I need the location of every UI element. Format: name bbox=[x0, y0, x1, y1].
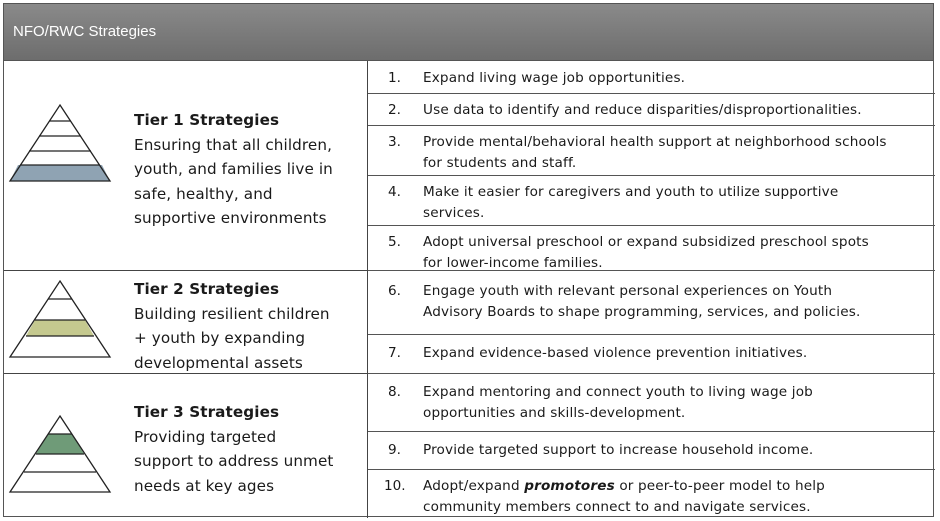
tier-2-line: developmental assets bbox=[134, 353, 303, 372]
item-line: Use data to identify and reduce disparities/disproportionalities. bbox=[423, 102, 862, 118]
item-emphasis: promotores bbox=[524, 478, 615, 494]
tier-3-line: support to address unmet bbox=[134, 452, 334, 470]
item-number: 5. bbox=[388, 234, 401, 250]
item-line: Expand living wage job opportunities. bbox=[423, 70, 686, 86]
tier-2-text bbox=[134, 277, 364, 375]
strategy-item-5 bbox=[368, 226, 935, 271]
item-text bbox=[423, 100, 933, 121]
strategy-item-1 bbox=[368, 61, 935, 94]
tier-3-text bbox=[134, 400, 364, 498]
item-line: Engage youth with relevant personal experiences on Youth bbox=[423, 283, 833, 299]
item-line: opportunities and skills-development. bbox=[423, 404, 686, 421]
item-number: 9. bbox=[388, 442, 401, 458]
item-text bbox=[423, 232, 933, 273]
table-title: NFO/RWC Strategies bbox=[13, 23, 157, 40]
item-text bbox=[423, 343, 933, 364]
item-number: 6. bbox=[388, 283, 401, 299]
item-line-start: Adopt/expand bbox=[423, 478, 525, 494]
item-line: Adopt universal preschool or expand subsidized preschool spots bbox=[423, 234, 869, 250]
table-header bbox=[4, 4, 933, 61]
item-number: 8. bbox=[388, 384, 401, 400]
item-line: Expand mentoring and connect youth to living wage job bbox=[423, 384, 813, 400]
item-line: Provide mental/behavioral health support at neighborhood schools bbox=[423, 134, 887, 150]
tier-3-line: Providing targeted bbox=[134, 427, 277, 446]
item-line: Advisory Boards to shape programming, services, and policies. bbox=[423, 303, 861, 320]
tier-3-line: needs at key ages bbox=[134, 476, 275, 495]
item-text bbox=[423, 382, 933, 423]
tier-3-pyramid-icon bbox=[8, 414, 112, 494]
item-text bbox=[423, 132, 933, 173]
tier-2-line: Building resilient children bbox=[134, 304, 330, 323]
tier-1-pyramid-icon bbox=[8, 103, 112, 183]
tier-1-line: Ensuring that all children, bbox=[134, 135, 333, 154]
tier-1-line: supportive environments bbox=[134, 209, 327, 227]
item-text bbox=[423, 182, 933, 223]
tier-2-line: + youth by expanding bbox=[134, 329, 306, 347]
strategy-item-8 bbox=[368, 374, 935, 432]
tier-3-cell bbox=[4, 374, 367, 518]
strategy-item-7 bbox=[368, 335, 935, 374]
item-text bbox=[423, 476, 933, 517]
item-line: Make it easier for caregivers and youth to utilize supportive bbox=[423, 184, 839, 200]
strategy-item-3 bbox=[368, 126, 935, 176]
tier-2-title: Tier 2 Strategies bbox=[134, 280, 280, 298]
tier-2-pyramid-icon bbox=[8, 279, 112, 359]
strategy-item-9 bbox=[368, 432, 935, 470]
item-number: 4. bbox=[388, 184, 401, 200]
tier-1-title: Tier 1 Strategies bbox=[134, 111, 280, 129]
tier-3-title: Tier 3 Strategies bbox=[134, 403, 280, 421]
item-line: services. bbox=[423, 204, 485, 221]
item-text bbox=[423, 440, 933, 461]
tier-2-cell bbox=[4, 271, 367, 373]
item-line: Expand evidence-based violence prevention initiatives. bbox=[423, 345, 808, 361]
item-text bbox=[423, 281, 933, 322]
tier-1-cell bbox=[4, 61, 367, 270]
strategy-item-2 bbox=[368, 94, 935, 126]
item-number: 3. bbox=[388, 134, 401, 150]
item-number: 1. bbox=[388, 70, 401, 86]
item-number: 10. bbox=[384, 478, 406, 494]
tier-1-line: safe, healthy, and bbox=[134, 184, 273, 203]
item-line-end: or peer-to-peer model to help bbox=[619, 478, 825, 494]
strategy-item-6 bbox=[368, 271, 935, 335]
item-text bbox=[423, 68, 933, 89]
strategies-table bbox=[3, 3, 934, 517]
item-line: Provide targeted support to increase household income. bbox=[423, 442, 814, 458]
item-number: 2. bbox=[388, 102, 401, 118]
tier-1-text bbox=[134, 108, 364, 231]
item-line bbox=[423, 476, 933, 497]
strategy-item-4 bbox=[368, 176, 935, 226]
item-line: for lower-income families. bbox=[423, 254, 603, 271]
item-line: community members connect to and navigate services. bbox=[423, 498, 811, 515]
strategy-item-10 bbox=[368, 470, 935, 518]
item-line: for students and staff. bbox=[423, 154, 577, 171]
item-number: 7. bbox=[388, 345, 401, 361]
tier-1-line: youth, and families live in bbox=[134, 160, 333, 178]
